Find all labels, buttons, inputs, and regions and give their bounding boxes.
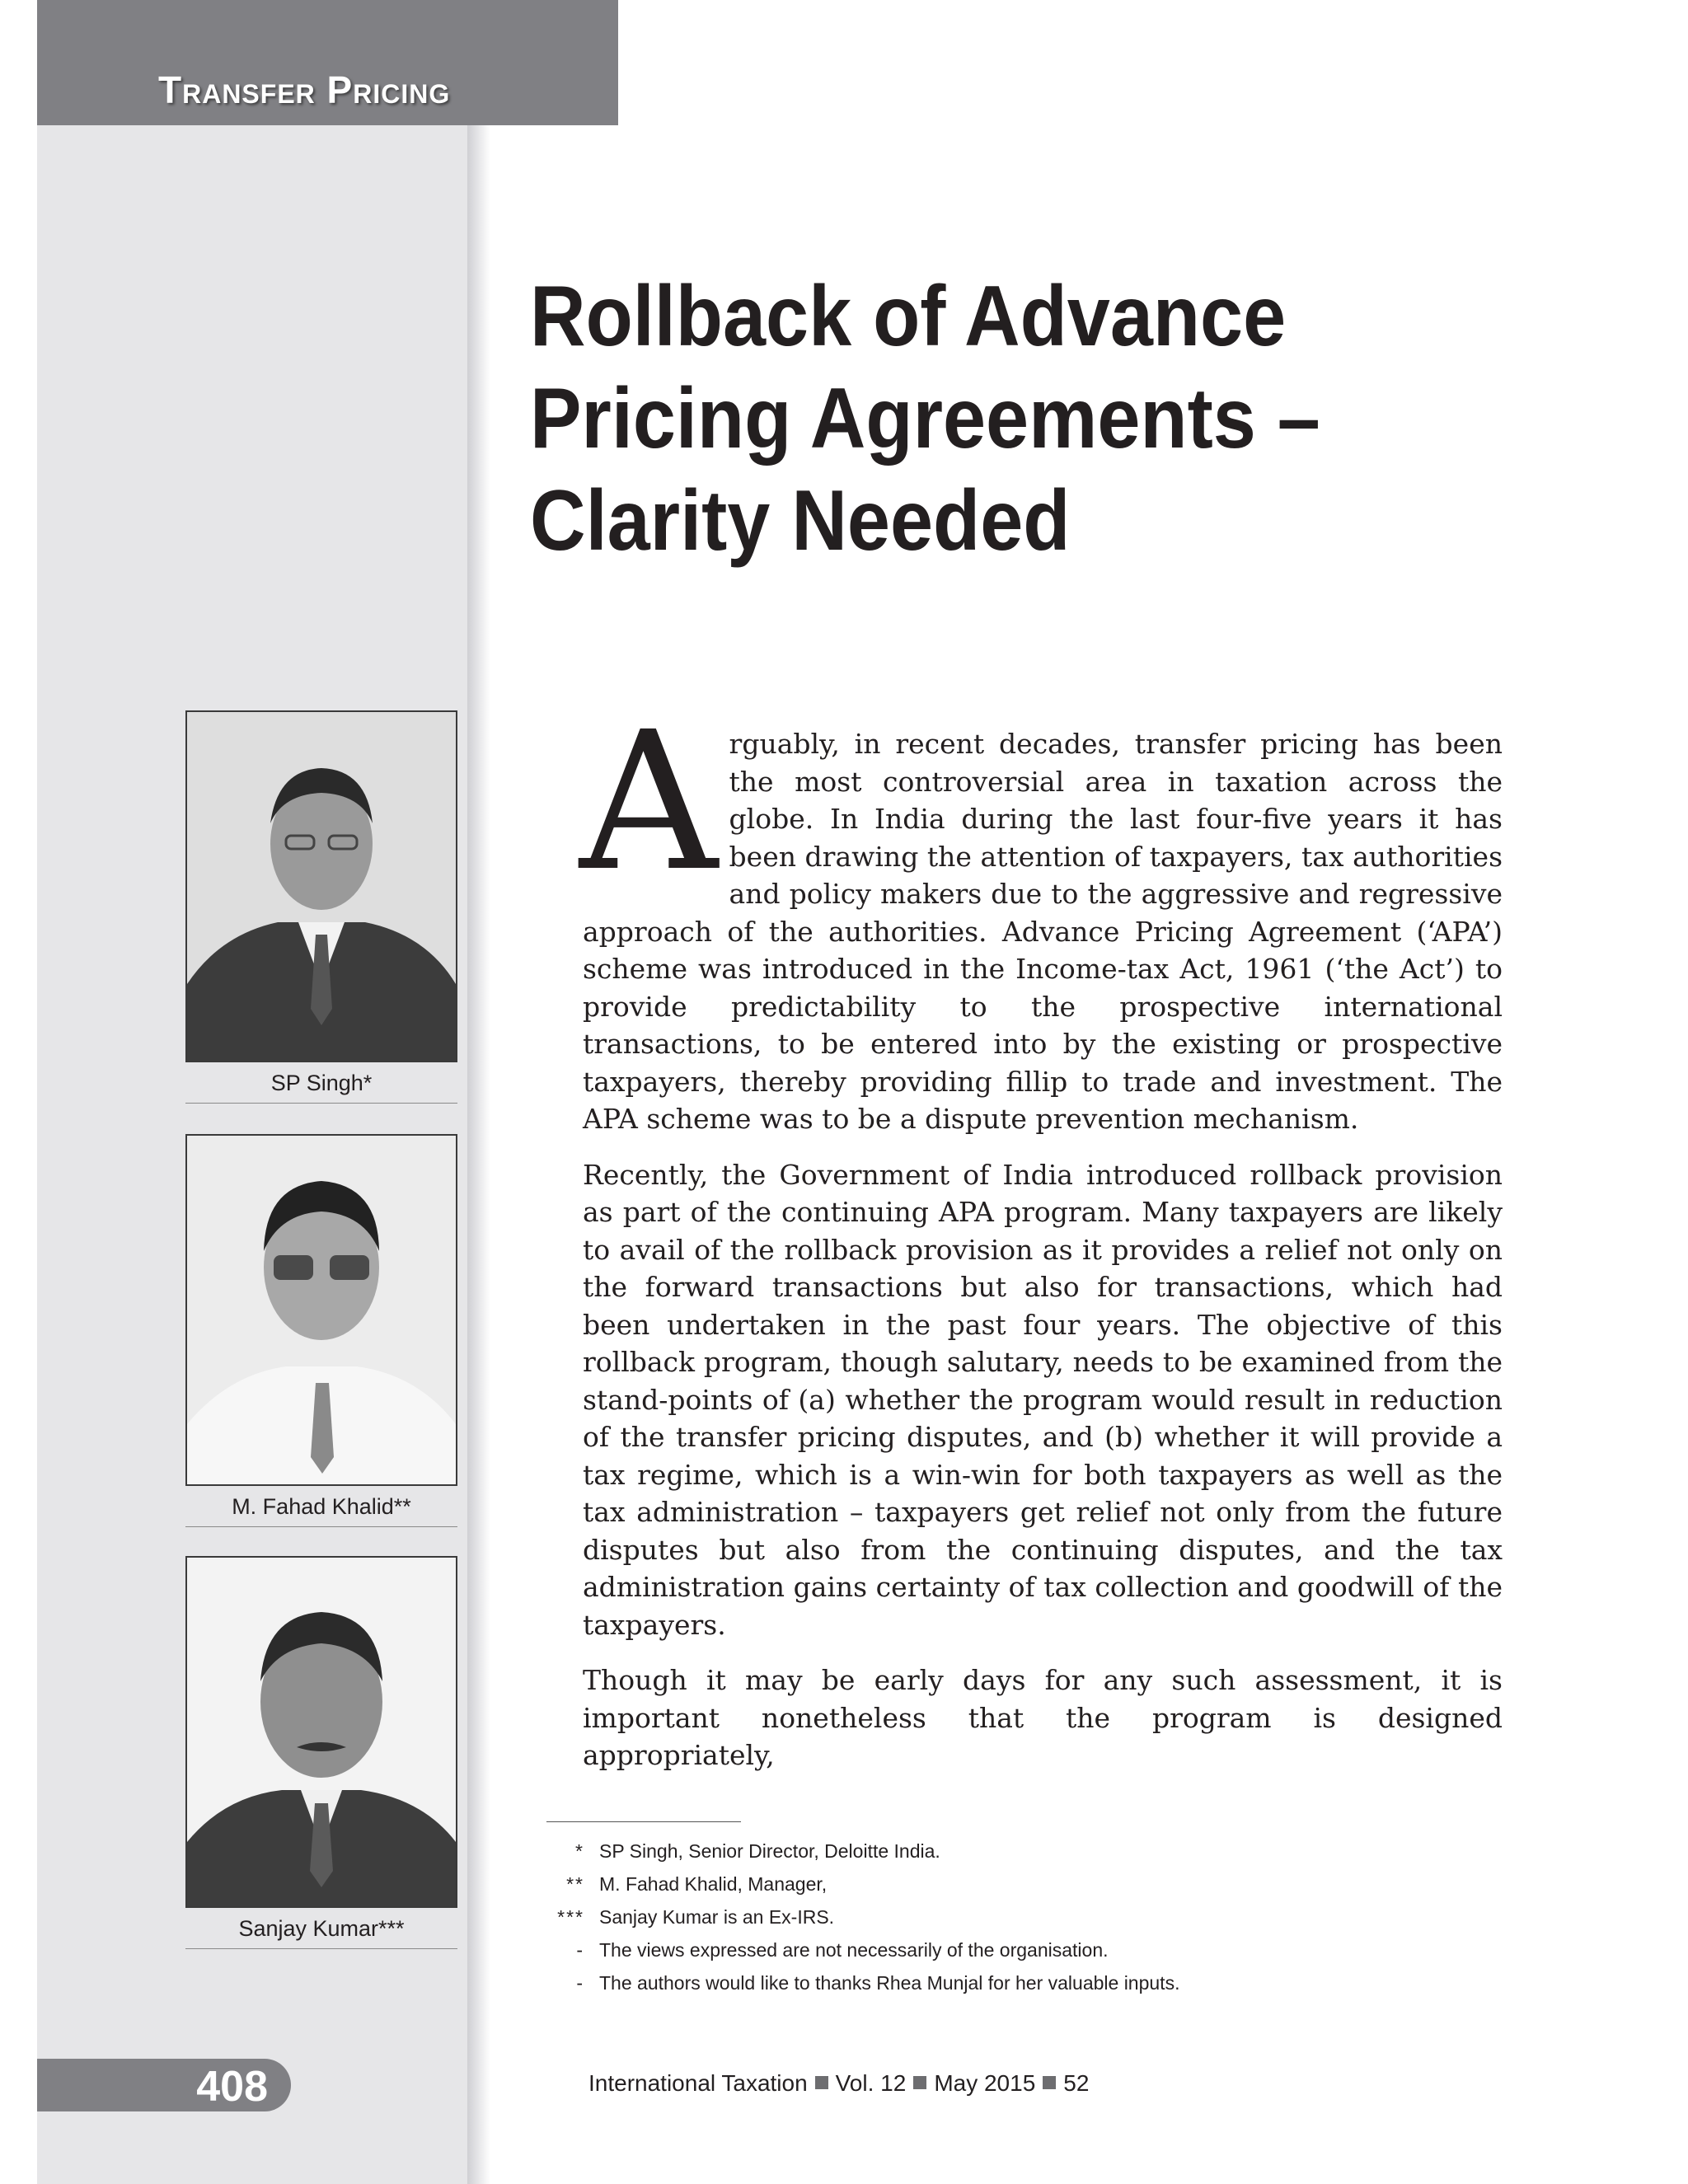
author-photo bbox=[185, 1134, 457, 1486]
footnote bbox=[546, 1933, 1494, 1966]
page-number: 408 bbox=[196, 2063, 268, 2111]
author-card bbox=[185, 1556, 457, 1949]
journal-page: 52 bbox=[1063, 2070, 1090, 2096]
body-paragraph: Though it may be early days for any such assessment, it is important nonetheless that the program is designed appropriately, bbox=[583, 1664, 1503, 1771]
author-caption: Sanjay Kumar*** bbox=[185, 1916, 457, 1949]
footnote-text: Sanjay Kumar is an Ex-IRS. bbox=[599, 1906, 835, 1928]
author-photo bbox=[185, 1556, 457, 1908]
page-number-tab bbox=[37, 2059, 291, 2111]
body-paragraph bbox=[579, 691, 1503, 1138]
footnotes bbox=[546, 1835, 1494, 1999]
footnote bbox=[546, 1835, 1494, 1868]
footnote-mark: - bbox=[576, 1939, 584, 1961]
article-title: Rollback of Advance Pricing Agreements – Clarity Needed bbox=[530, 269, 1320, 569]
paragraph-text: rguably, in recent decades, transfer pricing has been the most controversial area in taxation across the globe. In India during the last four-five years it has been drawing the attention of taxpayers, tax authorities and policy makers due to the aggressive and regressive approach of the authorities. Advance Pricing Agreement (‘APA’) scheme was introduced in the Income-tax Act, 1961 (‘the Act’) to provide predictability to the prospective international transactions, to be entered into by the existing or prospective taxpayers, thereby providing fillip to trade and investment. The APA scheme was to be a dispute prevention mechanism. bbox=[583, 728, 1503, 1135]
article-body bbox=[579, 691, 1503, 1793]
author-card bbox=[185, 710, 457, 1104]
portrait-image bbox=[187, 1558, 456, 1906]
footnote bbox=[546, 1900, 1494, 1933]
journal-date: May 2015 bbox=[934, 2070, 1036, 2096]
body-paragraph: Recently, the Government of India introduced rollback provision as part of the continuing APA program. Many taxpayers are likely to avail of the rollback provision as it provides a relief not only on the forward transactions but also for transactions, which had been undertaken in the past four years. The objective of this rollback program, though salutary, needs to be examined from the stand-points of (a) whether the program would result in reduction of the transfer pricing disputes, and (b) whether it will provide a tax regime, which is a win-win for both taxpayers as well as the tax administration – taxpayers get relief not only from the future disputes but also from the continuing disputes, and the tax administration gains certainty of tax collection and goodwill of the taxpayers. bbox=[583, 1158, 1503, 1641]
footnote bbox=[546, 1868, 1494, 1900]
footnote-divider bbox=[546, 1821, 741, 1822]
footnote-text: M. Fahad Khalid, Manager, bbox=[599, 1873, 828, 1895]
footnote-mark: - bbox=[576, 1972, 584, 1994]
portrait-image bbox=[187, 1136, 456, 1484]
running-footer bbox=[588, 2070, 1089, 2097]
journal-name: International Taxation bbox=[588, 2070, 808, 2096]
author-photo bbox=[185, 710, 457, 1062]
journal-volume: Vol. 12 bbox=[835, 2070, 907, 2096]
footnote-text: SP Singh, Senior Director, Deloitte India. bbox=[599, 1840, 940, 1862]
footnote-mark: ** bbox=[566, 1873, 584, 1895]
section-header-label: Transfer Pricing bbox=[158, 68, 451, 111]
footnote-mark: * bbox=[575, 1840, 584, 1862]
footnote-text: The authors would like to thanks Rhea Munjal for her valuable inputs. bbox=[599, 1972, 1180, 1994]
footnote-mark: *** bbox=[557, 1906, 584, 1928]
footnote bbox=[546, 1966, 1494, 1999]
square-bullet-icon bbox=[913, 2076, 926, 2089]
square-bullet-icon bbox=[1043, 2076, 1056, 2089]
author-caption: SP Singh* bbox=[185, 1071, 457, 1104]
author-caption: M. Fahad Khalid** bbox=[185, 1494, 457, 1527]
footnote-text: The views expressed are not necessarily of the organisation. bbox=[599, 1939, 1109, 1961]
drop-cap: A bbox=[579, 691, 718, 913]
sidebar-shadow bbox=[467, 125, 490, 2184]
square-bullet-icon bbox=[815, 2076, 828, 2089]
portrait-image bbox=[187, 712, 456, 1061]
author-card bbox=[185, 1134, 457, 1527]
